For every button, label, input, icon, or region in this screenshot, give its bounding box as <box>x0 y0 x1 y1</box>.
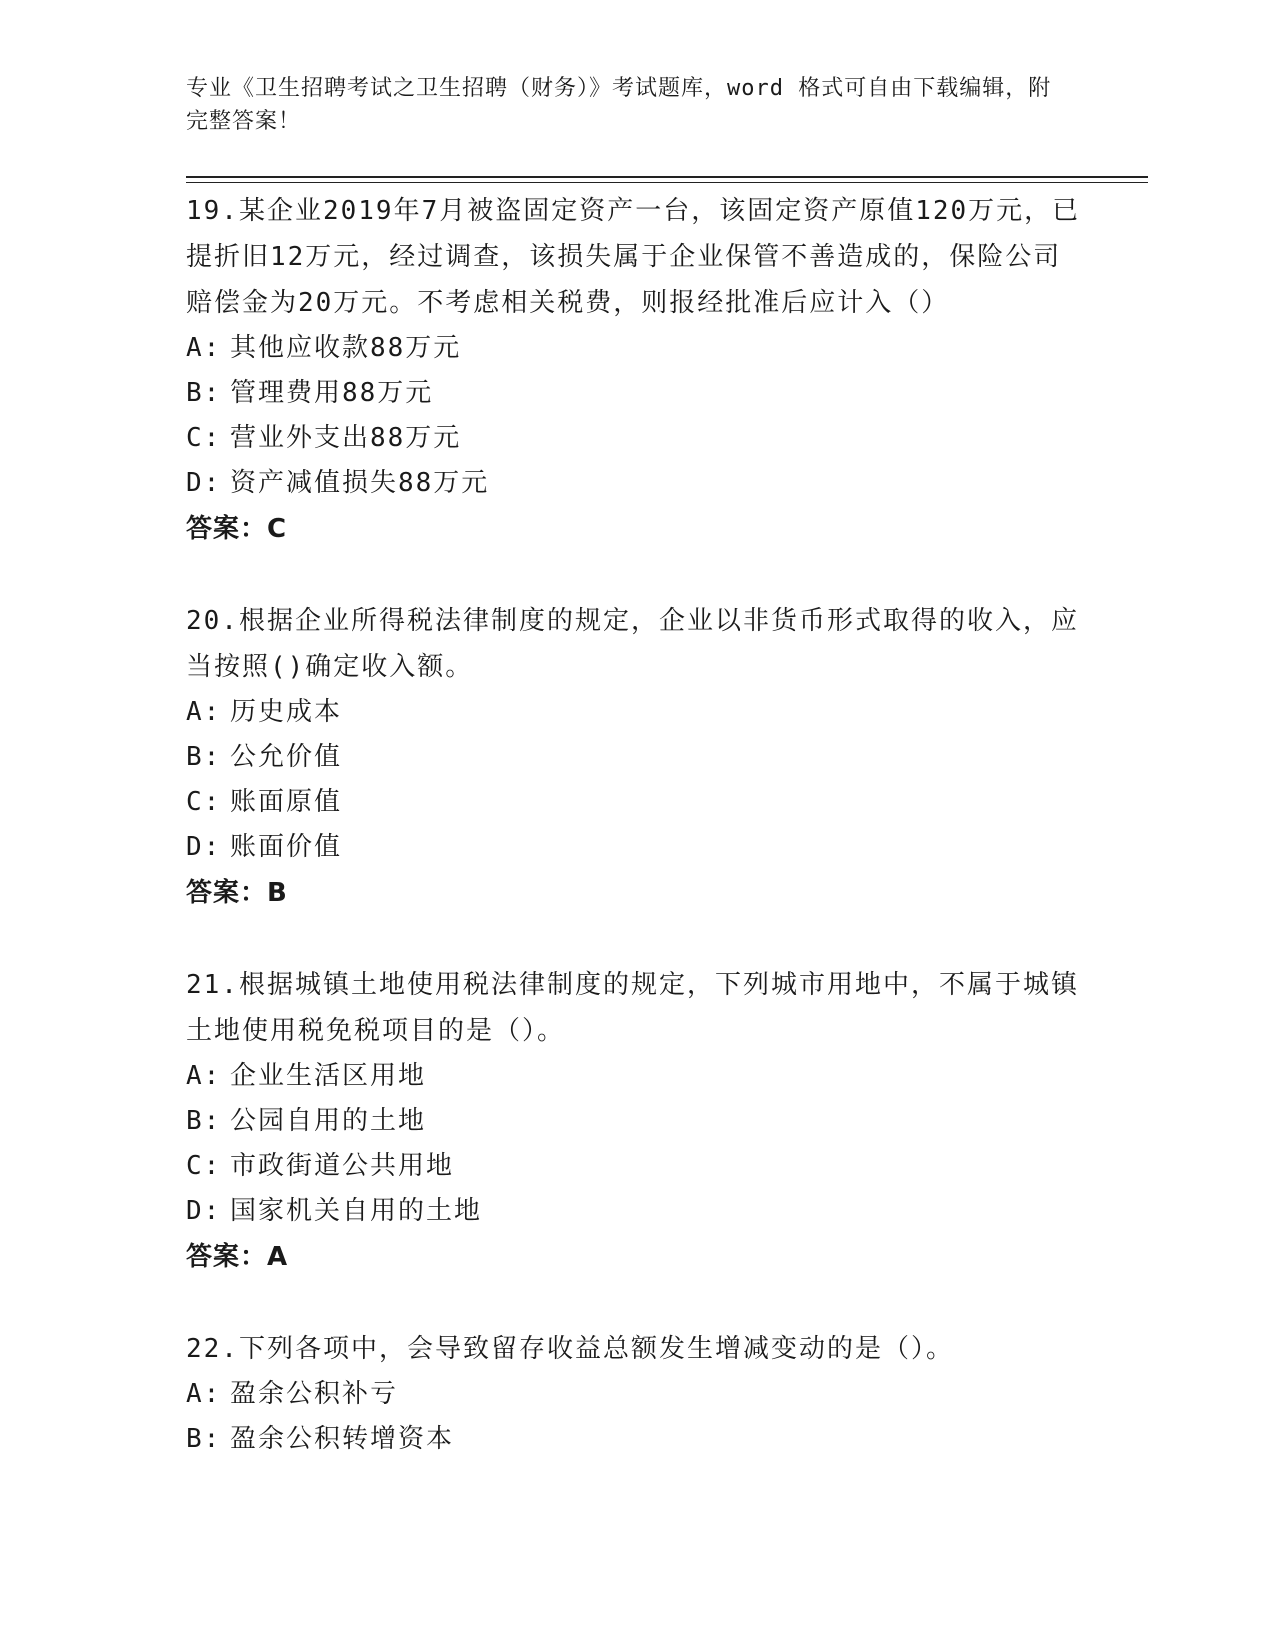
option-d <box>186 1189 1086 1234</box>
header-divider-thin <box>186 182 1148 183</box>
question-list <box>186 188 1086 1508</box>
option-key: B: <box>186 1424 222 1454</box>
option-d <box>186 825 1086 870</box>
option-key: C: <box>186 423 222 453</box>
question-stem: 19.某企业2019年7月被盗固定资产一台，该固定资产原值120万元，已提折旧12万元，经过调查，该损失属于企业保管不善造成的，保险公司赔偿金为20万元。不考虑相关税费，则报经批准后应计入（） <box>186 196 1081 318</box>
option-text: 资产减值损失88万元 <box>230 468 490 498</box>
option-key: B: <box>186 378 222 408</box>
option-c <box>186 780 1086 825</box>
option-text: 其他应收款88万元 <box>230 333 462 363</box>
question-stem: 21.根据城镇土地使用税法律制度的规定，下列城市用地中，不属于城镇土地使用税免税项目的是（）。 <box>186 970 1079 1046</box>
option-text: 历史成本 <box>230 697 343 727</box>
question-20 <box>186 598 1086 916</box>
answer-line: 答案：A <box>186 1242 289 1272</box>
option-key: C: <box>186 1151 222 1181</box>
option-a <box>186 1054 1086 1099</box>
question-22 <box>186 1326 1086 1462</box>
option-key: A: <box>186 333 222 363</box>
option-text: 营业外支出88万元 <box>230 423 462 453</box>
option-c <box>186 416 1086 461</box>
question-stem: 20.根据企业所得税法律制度的规定，企业以非货币形式取得的收入，应当按照()确定收入额。 <box>186 606 1079 682</box>
option-text: 账面原值 <box>230 787 343 817</box>
option-c <box>186 1144 1086 1189</box>
option-text: 公园自用的土地 <box>230 1106 427 1136</box>
option-text: 公允价值 <box>230 742 343 772</box>
question-21 <box>186 962 1086 1280</box>
option-b <box>186 371 1086 416</box>
option-text: 市政街道公共用地 <box>230 1151 455 1181</box>
option-key: A: <box>186 697 222 727</box>
header-divider-thick <box>186 176 1148 178</box>
document-header: 专业《卫生招聘考试之卫生招聘（财务）》考试题库，word 格式可自由下载编辑，附完整答案！ <box>186 76 1052 134</box>
option-b <box>186 1099 1086 1144</box>
option-key: D: <box>186 832 222 862</box>
answer-line: 答案：C <box>186 514 288 544</box>
option-key: A: <box>186 1061 222 1091</box>
option-key: A: <box>186 1379 222 1409</box>
option-text: 盈余公积补亏 <box>230 1379 399 1409</box>
option-text: 账面价值 <box>230 832 343 862</box>
option-text: 管理费用88万元 <box>230 378 434 408</box>
option-text: 盈余公积转增资本 <box>230 1424 455 1454</box>
option-b <box>186 1417 1086 1462</box>
question-stem: 22.下列各项中，会导致留存收益总额发生增减变动的是（）。 <box>186 1334 954 1364</box>
option-key: C: <box>186 787 222 817</box>
option-key: B: <box>186 1106 222 1136</box>
option-text: 企业生活区用地 <box>230 1061 427 1091</box>
option-key: D: <box>186 468 222 498</box>
option-b <box>186 735 1086 780</box>
option-a <box>186 690 1086 735</box>
option-text: 国家机关自用的土地 <box>230 1196 483 1226</box>
option-key: B: <box>186 742 222 772</box>
option-a <box>186 326 1086 371</box>
answer-line: 答案：B <box>186 878 288 908</box>
question-19 <box>186 188 1086 552</box>
option-a <box>186 1372 1086 1417</box>
option-key: D: <box>186 1196 222 1226</box>
option-d <box>186 461 1086 506</box>
